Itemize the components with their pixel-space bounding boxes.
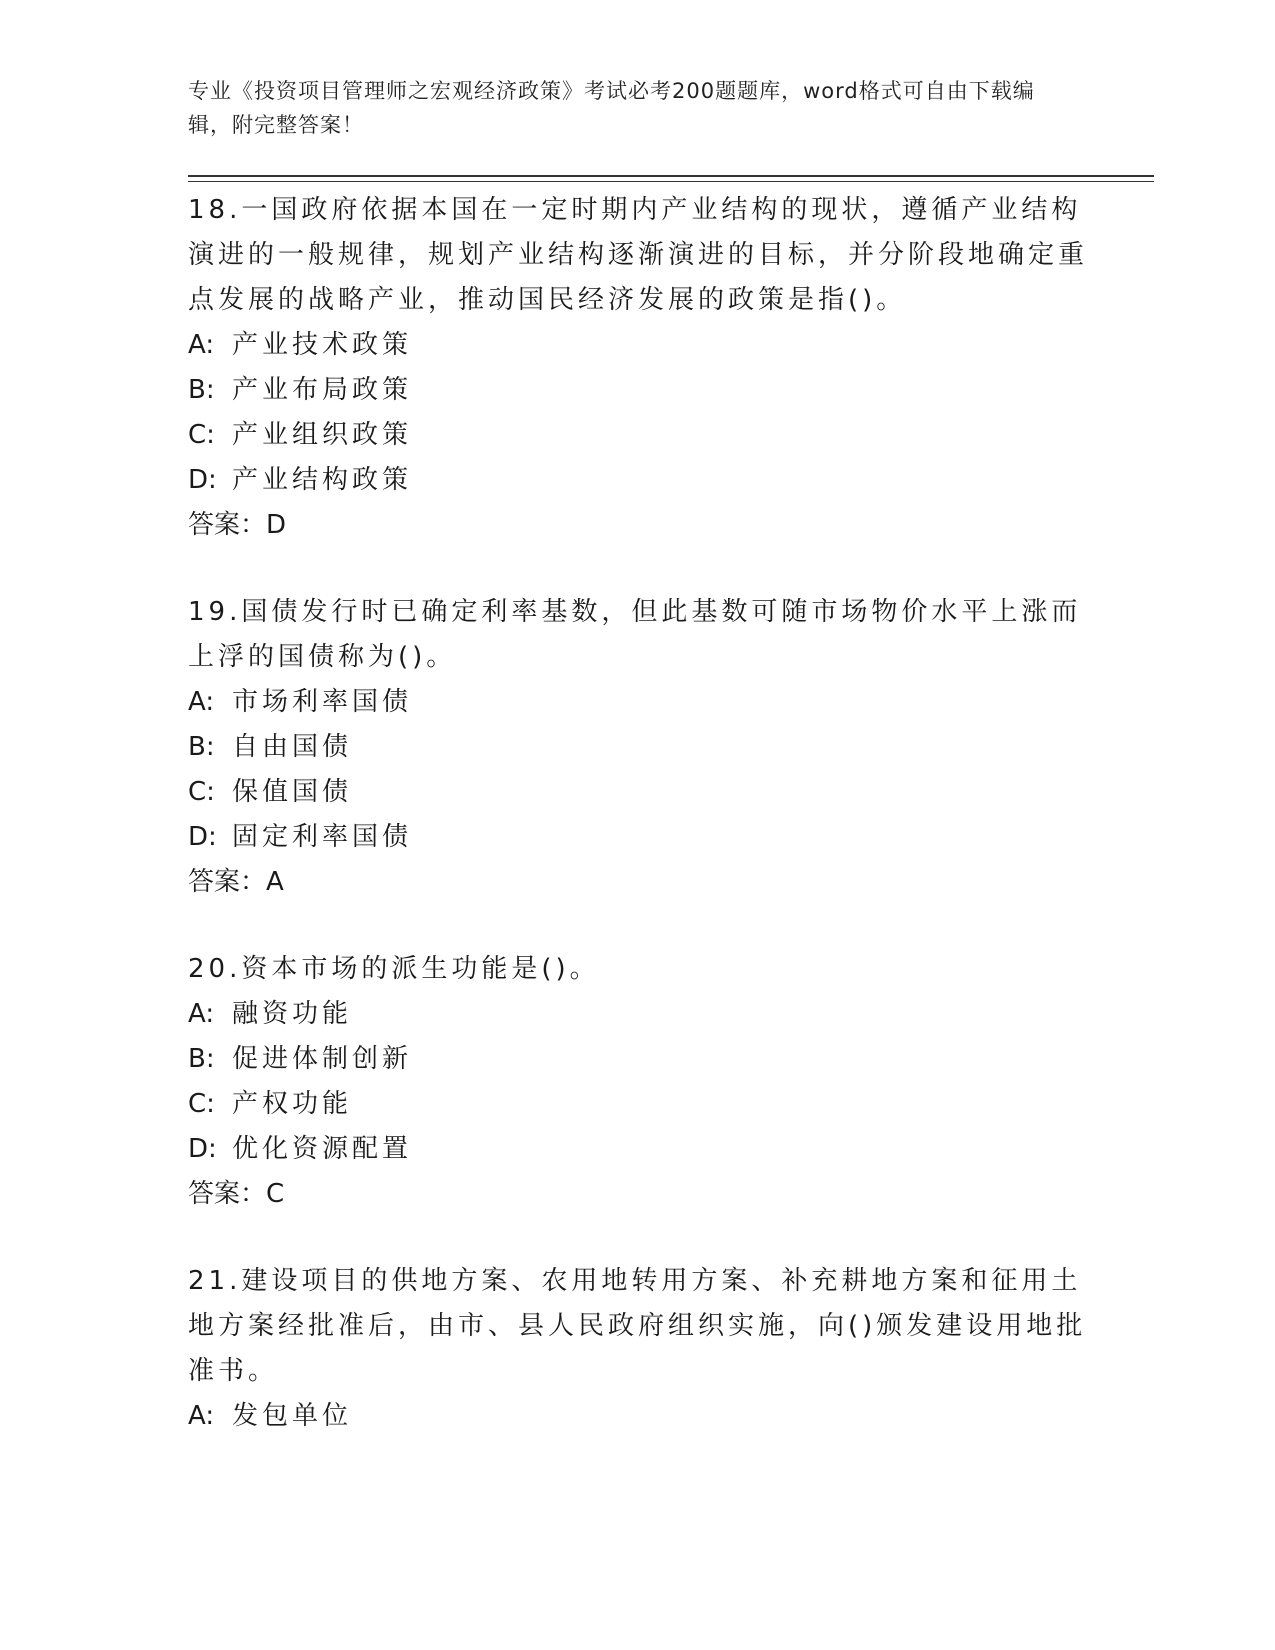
option-key: C:	[188, 420, 215, 450]
answer-line: 答案：C	[188, 1179, 285, 1209]
option-d	[188, 815, 1088, 860]
option-c	[188, 770, 1088, 815]
option-key: B:	[188, 732, 215, 762]
question-stem: 18.一国政府依据本国在一定时期内产业结构的现状，遵循产业结构演进的一般规律，规划产业结构逐渐演进的目标，并分阶段地确定重点发展的战略产业，推动国民经济发展的政策是指()。	[188, 195, 1089, 315]
option-b	[188, 368, 1088, 413]
option-text: 产业结构政策	[232, 465, 413, 495]
option-text: 保值国债	[232, 777, 353, 807]
question-19	[188, 590, 1088, 905]
question-list	[188, 188, 1088, 1439]
option-a	[188, 323, 1088, 368]
question-stem: 21.建设项目的供地方案、农用地转用方案、补充耕地方案和征用土地方案经批准后，由市、县人民政府组织实施，向()颁发建设用地批准书。	[188, 1266, 1087, 1386]
option-key: A:	[188, 1401, 215, 1431]
option-b	[188, 1037, 1088, 1082]
answer-line: 答案：A	[188, 867, 284, 897]
option-text: 促进体制创新	[232, 1044, 413, 1074]
option-text: 发包单位	[232, 1401, 353, 1431]
option-key: B:	[188, 1044, 215, 1074]
option-d	[188, 458, 1088, 503]
option-a	[188, 992, 1088, 1037]
option-key: D:	[188, 1134, 217, 1164]
option-text: 产业布局政策	[232, 375, 413, 405]
question-stem: 20.资本市场的派生功能是()。	[188, 954, 600, 984]
header-divider-thin	[188, 181, 1154, 182]
option-c	[188, 413, 1088, 458]
option-a	[188, 1394, 1088, 1439]
option-key: B:	[188, 375, 215, 405]
option-key: A:	[188, 999, 215, 1029]
option-b	[188, 725, 1088, 770]
option-a	[188, 680, 1088, 725]
answer-line: 答案：D	[188, 510, 287, 540]
question-20	[188, 947, 1088, 1217]
option-text: 融资功能	[232, 999, 353, 1029]
option-text: 优化资源配置	[232, 1134, 413, 1164]
option-text: 产权功能	[232, 1089, 353, 1119]
option-key: C:	[188, 777, 215, 807]
spacer	[188, 1217, 1088, 1259]
option-key: D:	[188, 465, 217, 495]
question-stem: 19.国债发行时已确定利率基数，但此基数可随市场物价水平上涨而上浮的国债称为()。	[188, 597, 1082, 672]
spacer	[188, 905, 1088, 947]
option-c	[188, 1082, 1088, 1127]
option-text: 市场利率国债	[232, 687, 413, 717]
spacer	[188, 548, 1088, 590]
option-key: A:	[188, 330, 215, 360]
header-divider-thick	[188, 175, 1154, 177]
question-21	[188, 1259, 1088, 1439]
option-d	[188, 1127, 1088, 1172]
option-text: 自由国债	[232, 732, 353, 762]
option-text: 产业组织政策	[232, 420, 413, 450]
question-18	[188, 188, 1088, 548]
option-text: 产业技术政策	[232, 330, 413, 360]
document-header: 专业《投资项目管理师之宏观经济政策》考试必考200题题库，word格式可自由下载编辑，附完整答案！	[188, 79, 1035, 137]
option-key: A:	[188, 687, 215, 717]
option-text: 固定利率国债	[232, 822, 413, 852]
option-key: C:	[188, 1089, 215, 1119]
option-key: D:	[188, 822, 217, 852]
